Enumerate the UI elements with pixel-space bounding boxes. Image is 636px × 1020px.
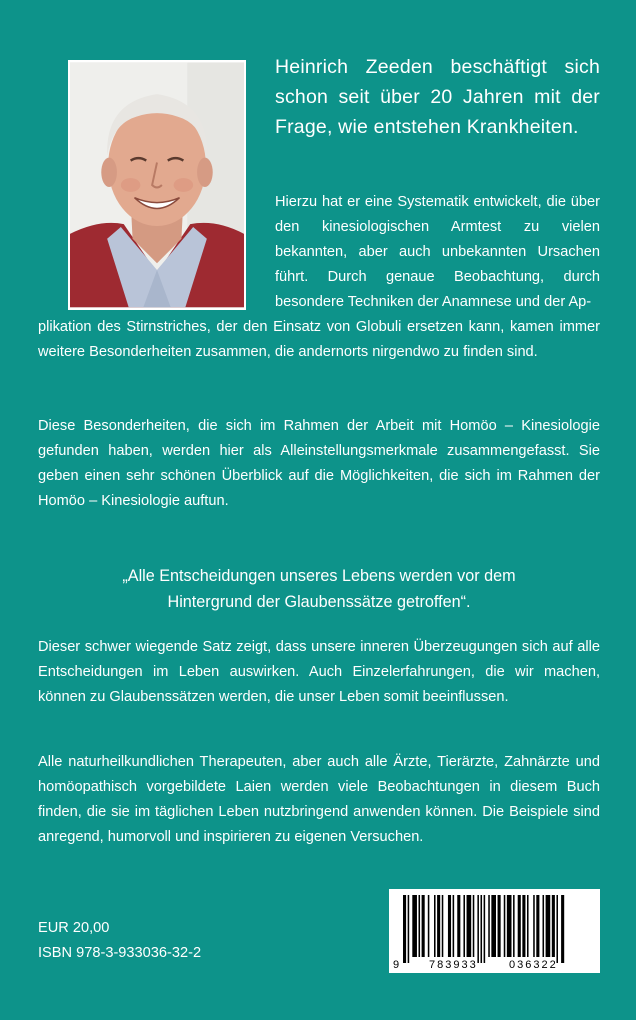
- quote-line-2: Hintergrund der Glaubenssätze getroffen“.: [167, 593, 471, 611]
- paragraph-features: Diese Besonderheiten, die sich im Rahmen der Arbeit mit Homöo – Kinesiologie gefunden haben, werden hier als Alleinstellungsmerkmale zusammengefasst. Sie geben einen sehr schönen Überblick auf die Möglichkeiten, die sich im Rahmen der Homöo – Kinesiologie auftun.: [38, 418, 600, 509]
- barcode-bar: [556, 895, 558, 963]
- quote-line-1: „Alle Entscheidungen unseres Lebens werden vor dem: [122, 567, 516, 585]
- barcode-bar: [412, 895, 417, 957]
- paragraph-methodology: Hierzu hat er eine Systematik entwickelt, die über den kinesiologischen Armtest zu vielen bekannten, aber auch unbekannten Ursachen führt. Durch genaue Beobachtung, durch besondere Techniken der Anamnese und der Ap-: [275, 194, 600, 310]
- barcode-bar: [507, 895, 512, 957]
- barcode-bar: [527, 895, 529, 957]
- barcode-bar: [552, 895, 555, 957]
- barcode-bar: [422, 895, 425, 957]
- barcode-bar: [473, 895, 475, 957]
- barcode-bar: [481, 895, 483, 963]
- quote: [38, 563, 600, 615]
- barcode-bar: [513, 895, 515, 957]
- barcode-bar: [488, 895, 490, 957]
- barcode-bar: [453, 895, 455, 957]
- barcode-bar: [518, 895, 521, 957]
- barcode-bar: [522, 895, 525, 957]
- price: EUR 20,00: [38, 920, 110, 936]
- barcode-bar: [408, 895, 410, 963]
- barcode: [389, 889, 600, 973]
- barcode-bar: [463, 895, 465, 957]
- barcode-bar: [543, 895, 545, 957]
- barcode-bar: [442, 895, 444, 957]
- paragraph-beliefs: Dieser schwer wiegende Satz zeigt, dass unsere inneren Überzeugungen sich auf alle Entscheidungen im Leben auswirken. Auch Einzelerfahrungen, die wir machen, können zu Glaubenssätzen werden, die unser Leben somit beeinflussen.: [38, 639, 600, 705]
- author-photo: [68, 60, 246, 310]
- barcode-bars: [403, 895, 564, 963]
- barcode-bar: [484, 895, 486, 963]
- author-intro: Heinrich Zeeden beschäftigt sich schon seit über 20 Jahren mit der Frage, wie entstehen Krankheiten.: [275, 56, 600, 138]
- barcode-bar: [546, 895, 551, 957]
- barcode-bar: [533, 895, 535, 957]
- author-portrait-illustration: [70, 62, 244, 308]
- barcode-bar: [419, 895, 421, 957]
- barcode-digits-right: 036322: [509, 959, 558, 971]
- barcode-digits-left: 783933: [429, 959, 478, 971]
- barcode-bar: [477, 895, 479, 963]
- barcode-bar: [467, 895, 472, 957]
- barcode-bar: [437, 895, 440, 957]
- isbn: ISBN 978-3-933036-32-2: [38, 945, 202, 961]
- paragraph-audience: Alle naturheilkundlichen Therapeuten, aber auch alle Ärzte, Tierärzte, Zahnärzte und homöopathisch vorgebildete Laien werden viele Beobachtungen in diesem Buch finden, die sie im täglichen Leben nutzbringend anwenden können. Die Beispiele sind anregend, humorvoll und inspirieren zu eigenen Versuchen.: [38, 754, 600, 845]
- barcode-bar: [434, 895, 436, 957]
- barcode-bar: [448, 895, 451, 957]
- barcode-bar: [428, 895, 430, 957]
- barcode-bar: [504, 895, 506, 957]
- barcode-bar: [536, 895, 539, 957]
- barcode-digit-first: 9: [393, 959, 400, 971]
- barcode-bar: [403, 895, 406, 963]
- barcode-graphic: [389, 889, 600, 973]
- barcode-bar: [457, 895, 460, 957]
- paragraph-methodology-continued: plikation des Stirnstriches, der den Einsatz von Globuli ersetzen kann, kamen immer weitere Besonderheiten zusammen, die andernorts nirgendwo zu finden sind.: [38, 319, 600, 360]
- barcode-bar: [498, 895, 501, 957]
- barcode-bar: [491, 895, 496, 957]
- barcode-bar: [561, 895, 564, 963]
